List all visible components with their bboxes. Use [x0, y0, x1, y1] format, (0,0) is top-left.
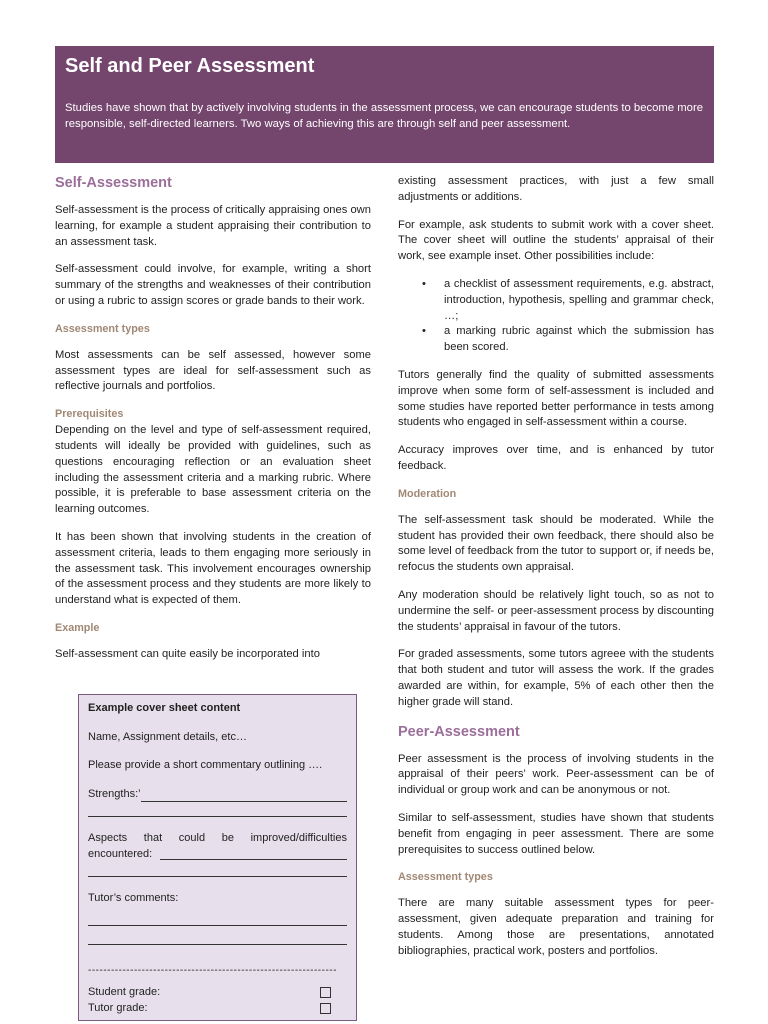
- peer-assessment-heading: Peer-Assessment: [398, 723, 520, 740]
- student-grade-row: [88, 984, 347, 1000]
- left-column: [55, 174, 371, 675]
- answer-line: [88, 802, 347, 817]
- paragraph: Self-assessment can quite easily be incorporated into: [55, 647, 320, 660]
- paragraph: For graded assessments, some tutors agreee with the students that both student and tutor will assess the work. If the grades awarded are within, for example, 5% of each other then the higher grade will stand.: [398, 648, 714, 708]
- moderation-heading: Moderation: [398, 487, 457, 500]
- paragraph: Peer assessment is the process of involving students in the appraisal of their peers’ work. Peer-assessment can be of individual or group work and can be anonymous or not.: [398, 752, 714, 797]
- answer-line: [141, 789, 347, 802]
- tutor-grade-row: [88, 1000, 347, 1016]
- inset-line: Please provide a short commentary outlining ….: [88, 759, 323, 771]
- paragraph: Most assessments can be self assessed, however some assessment types are ideal for self-assessment such as reflective journals and portfolios.: [55, 348, 371, 393]
- checkbox-icon: [320, 1003, 331, 1014]
- example-heading: Example: [55, 621, 100, 634]
- header-banner: [55, 46, 714, 163]
- assessment-types-heading: Assessment types: [55, 322, 150, 335]
- strengths-label: Strengths:’: [88, 787, 141, 800]
- paragraph: Depending on the level and type of self-assessment required, students will ideally be provided with guidelines, such as questions encouraging reflection or an evaluation sheet including the assessment criteria and a marking rubric. Where possible, it is preferable to base assessment criteria on the learning outcomes.: [55, 424, 371, 516]
- possibilities-list: [398, 277, 714, 356]
- answer-line: [88, 862, 347, 877]
- paragraph: Tutors generally find the quality of submitted assessments improve when some form of self-assessment is included and some studies have reported better performance in tests among students who engaged in self-assessment within a course.: [398, 368, 714, 429]
- paragraph: For example, ask students to submit work with a cover sheet. The cover sheet will outline the students’ appraisal of their work, see example inset. Other possibilities include:: [398, 218, 714, 263]
- right-column: [398, 174, 714, 971]
- paragraph: Any moderation should be relatively light touch, so as not to undermine the self- or peer-assessment process by discounting the students’ appraisal in favour of the tutors.: [398, 588, 714, 633]
- intro-text: Studies have shown that by actively involving students in the assessment process, we can encourage students to become more responsible, self-directed learners. Two ways of achieving this are through self and peer assessment.: [65, 102, 703, 130]
- checkbox-icon: [320, 987, 331, 998]
- inset-line: Name, Assignment details, etc…: [88, 730, 247, 743]
- assessment-types-heading: Assessment types: [398, 871, 493, 884]
- paragraph: Accuracy improves over time, and is enhanced by tutor feedback.: [398, 444, 714, 472]
- paragraph: existing assessment practices, with just a few small adjustments or additions.: [398, 175, 714, 203]
- student-grade-label: Student grade:: [88, 986, 161, 998]
- tutor-grade-label: Tutor grade:: [88, 1002, 148, 1014]
- separator-dashes: -----------------------------------------------------------------: [88, 964, 337, 976]
- inset-title: Example cover sheet content: [88, 702, 241, 714]
- aspects-label: Aspects that could be improved/difficulties encountered:: [88, 832, 347, 860]
- paragraph: There are many suitable assessment types for peer-assessment, given adequate preparation and training for students. Among those are presentations, annotated bibliographies, practical work, posters and portfolios.: [398, 897, 714, 957]
- paragraph: Self-assessment could involve, for example, writing a short summary of the strengths and weaknesses of their contribution or using a rubric to assign scores or grade bands to their work.: [55, 263, 371, 307]
- paragraph: Similar to self-assessment, studies have shown that students benefit from engaging in peer assessment. There are some prerequisites to success outlined below.: [398, 811, 714, 856]
- list-item: • a checklist of assessment requirements, e.g. abstract, introduction, hypothesis, spelling and grammar check, …;: [444, 277, 714, 324]
- answer-line: [88, 930, 347, 945]
- answer-line: [160, 847, 347, 860]
- prerequisites-heading: Prerequisites: [55, 408, 124, 421]
- example-cover-sheet-inset: [78, 694, 357, 1021]
- aspects-row: [88, 831, 347, 862]
- paragraph: It has been shown that involving students in the creation of assessment criteria, leads to them engaging more seriously in the assessment task. This involvement encourages ownership of the assessment process and they students are more likely to understand what is expected of them.: [55, 530, 371, 607]
- page-title: Self and Peer Assessment: [65, 55, 315, 77]
- self-assessment-heading: Self-Assessment: [55, 175, 172, 191]
- list-item: • a marking rubric against which the submission has been scored.: [444, 324, 714, 356]
- paragraph: The self-assessment task should be moderated. While the student has provided their own feedback, there should also be some level of feedback from the tutor to support or, if needs be, refocus the students own appraisal.: [398, 513, 714, 574]
- strengths-row: [88, 787, 347, 803]
- paragraph: Self-assessment is the process of critically appraising ones own learning, for example a student appraising their contribution to an assessment task.: [55, 204, 371, 248]
- tutor-comments-label: Tutor’s comments:: [88, 892, 179, 904]
- answer-line: [88, 911, 347, 926]
